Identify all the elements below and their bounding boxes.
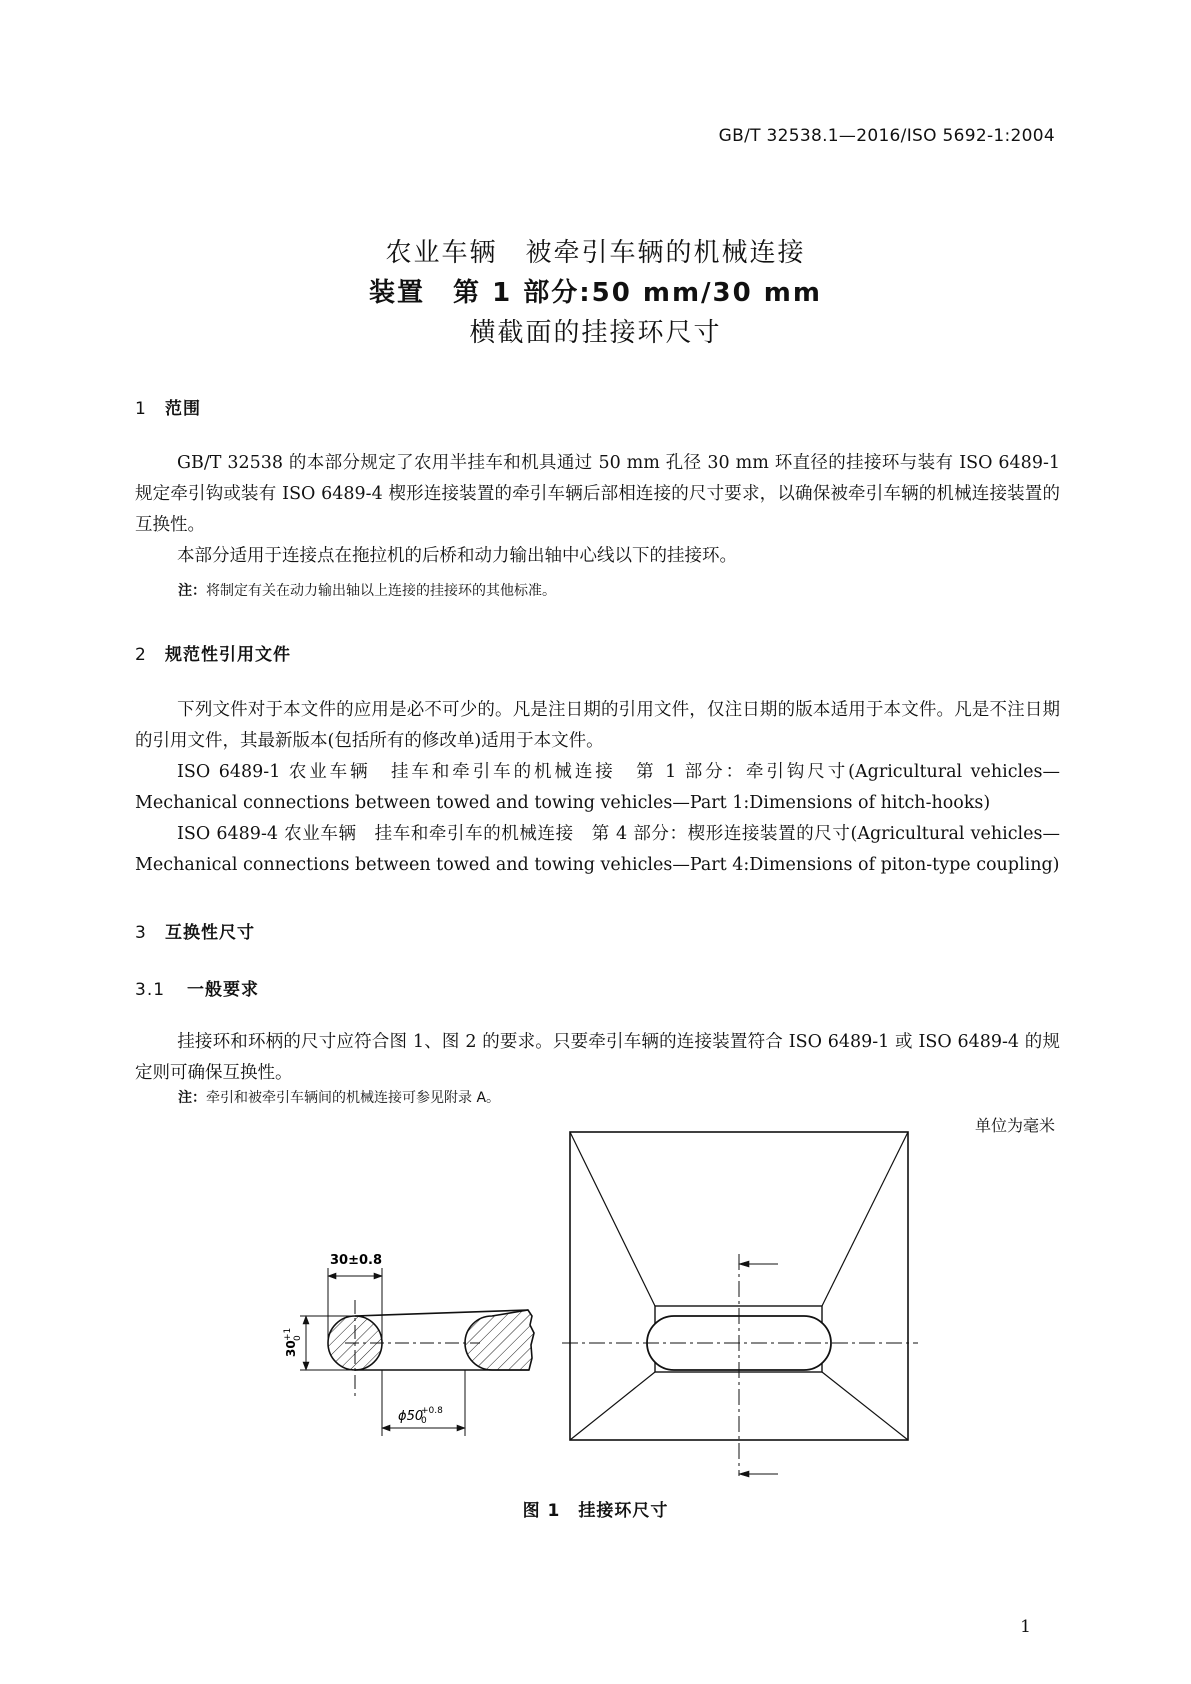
- note-label: 注：: [178, 583, 206, 599]
- page-number: 1: [1020, 1617, 1031, 1637]
- section-1-paragraph-2-text: 本部分适用于连接点在拖拉机的后桥和动力输出轴中心线以下的挂接环。: [177, 546, 737, 566]
- note-text: 牵引和被牵引车辆间的机械连接可参见附录 A。: [206, 1090, 501, 1106]
- dim-diameter-tol-lower: 0: [421, 1416, 427, 1426]
- dim-height-tol-upper: +1: [283, 1327, 293, 1341]
- section-2-title: 规范性引用文件: [165, 645, 291, 665]
- ring-eye-view: [562, 1132, 918, 1477]
- section-3-1-title: 一般要求: [187, 980, 259, 1000]
- section-1-number: 1: [135, 399, 147, 419]
- reference-iso-6489-1-text: ISO 6489-1 农业车辆 挂车和牵引车的机械连接 第 1 部分：牵引钩尺寸(Agricultural vehicles—Mechanical connections between towed and towing vehicles—Part 1:Dimensions of hitch-hooks): [135, 762, 1060, 813]
- title-line-1: 农业车辆 被牵引车辆的机械连接: [385, 238, 806, 268]
- title-line-3: 横截面的挂接环尺寸: [469, 318, 722, 348]
- dim-height-value: 30: [284, 1340, 298, 1357]
- standard-number: GB/T 32538.1—2016/ISO 5692-1:2004: [718, 126, 1055, 146]
- dim-diameter-value: ϕ50: [398, 1409, 424, 1424]
- ring-section-right: [465, 1310, 534, 1370]
- dim-height-label: [283, 1328, 303, 1357]
- section-3-number: 3: [135, 923, 147, 943]
- figure-1-caption: 图 1 挂接环尺寸: [522, 1501, 669, 1521]
- section-3-title: 互换性尺寸: [165, 923, 255, 943]
- section-2-number: 2: [135, 645, 147, 665]
- title-line-2: 装置 第 1 部分:50 mm/30 mm: [369, 278, 822, 308]
- note-label: 注：: [178, 1090, 206, 1106]
- section-1-paragraph-1-text: GB/T 32538 的本部分规定了农用半挂车和机具通过 50 mm 孔径 30 mm 环直径的挂接环与装有 ISO 6489-1规定牵引钩或装有 ISO 6489-4 楔形连接装置的牵引车辆后部相连接的尺寸要求，以确保被牵引车辆的机械连接装置的互换性。: [135, 453, 1060, 535]
- dim-height-tol-lower: 0: [293, 1335, 303, 1341]
- note-text: 将制定有关在动力输出轴以上连接的挂接环的其他标准。: [206, 583, 556, 599]
- unit-label: 单位为毫米: [974, 1116, 1055, 1135]
- dim-width-label: 30±0.8: [330, 1253, 383, 1268]
- dim-diameter-label: [398, 1406, 443, 1426]
- section-1-title: 范围: [165, 399, 201, 419]
- dim-diameter-tol-upper: +0.8: [421, 1406, 443, 1416]
- section-3-1-paragraph-text: 挂接环和环柄的尺寸应符合图 1、图 2 的要求。只要牵引车辆的连接装置符合 ISO 6489-1 或 ISO 6489-4 的规定则可确保互换性。: [135, 1032, 1060, 1083]
- section-3-1-number: 3.1: [135, 980, 166, 1000]
- reference-iso-6489-4-text: ISO 6489-4 农业车辆 挂车和牵引车的机械连接 第 4 部分：楔形连接装置的尺寸(Agricultural vehicles—Mechanical connections between towed and towing vehicles—Part 4:Dimensions of piton-type coupling): [135, 824, 1060, 875]
- section-2-paragraph-1-text: 下列文件对于本文件的应用是必不可少的。凡是注日期的引用文件，仅注日期的版本适用于本文件。凡是不注日期的引用文件，其最新版本(包括所有的修改单)适用于本文件。: [135, 700, 1060, 751]
